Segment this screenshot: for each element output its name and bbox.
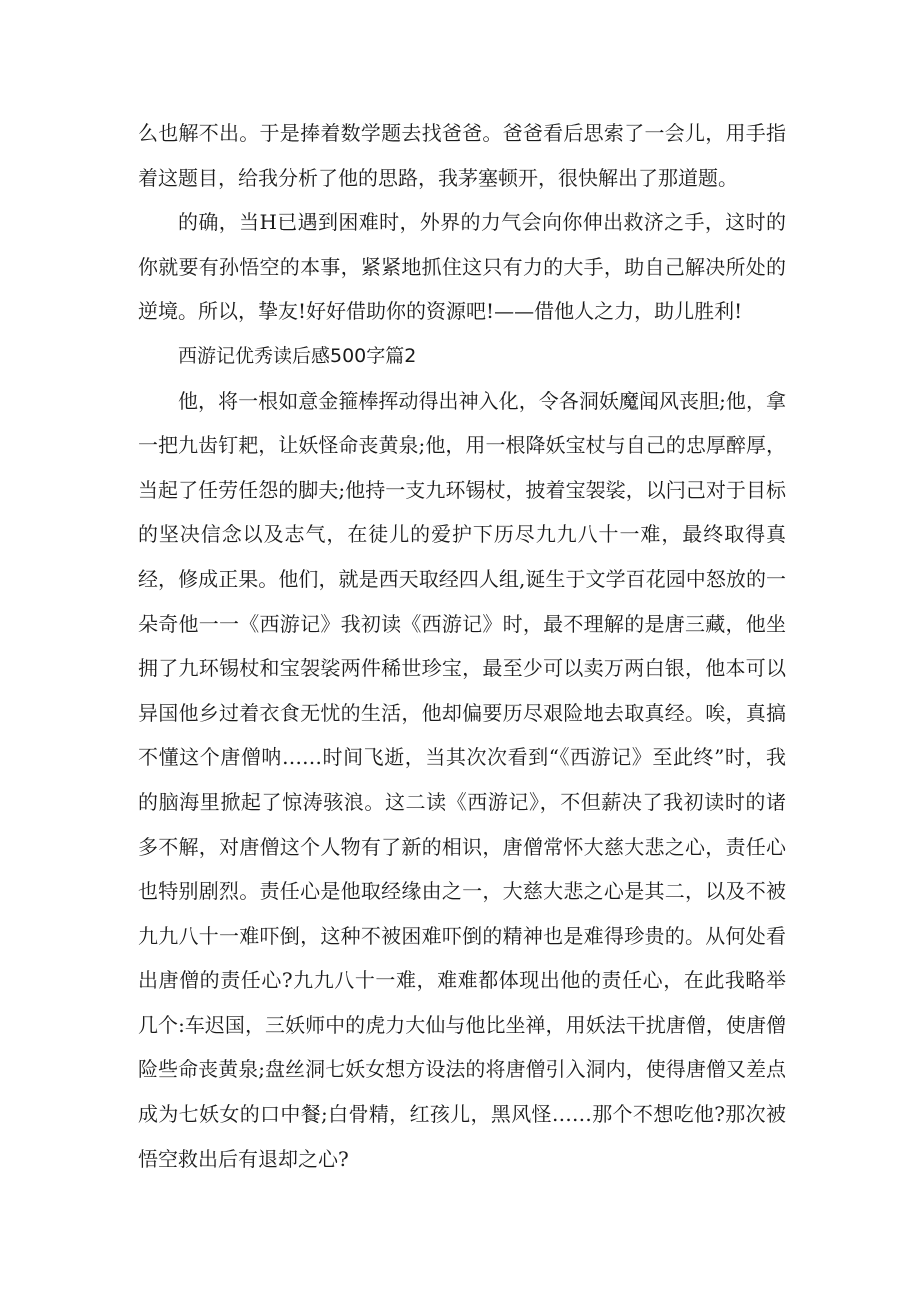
paragraph-essay-body: 他，将一根如意金箍棒挥动得出神入化，令各洞妖魔闻风丧胆;他，拿一把九齿钉耙，让妖怪命丧黄泉;他，用一根降妖宝杖与自己的忠厚醉厚，当起了任劳任怨的脚夫;他持一支九环锡杖，披着宝袈裟，以闩己对于目标的坚决信念以及志气，在徒儿的爱护下历尽九九八十一难，最终取得真经，修成正果。他们，就是西天取经四人组,诞生于文学百花园中怒放的一朵奇他一一《西游记》我初读《西游记》时，最不理解的是唐三藏，他坐拥了九环锡杖和宝袈裟两件稀世珍宝，最至少可以卖万两白银，他本可以异国他乡过着衣食无忧的生活，他却偏要历尽艰险地去取真经。唉，真搞不懂这个唐僧呐……时间飞逝，当其次次看到“《西游记》至此终”时，我的脑海里掀起了惊涛骇浪。这二读《西游记》，不但薪决了我初读时的诸多不解，对唐僧这个人物有了新的相识，唐僧常怀大慈大悲之心，责任心也特别剧烈。责任心是他取经缘由之一，大慈大悲之心是其二，以及不被九九八十一难吓倒，这种不被困难吓倒的精神也是难得珍贵的。从何处看出唐僧的责任心?九九八十一难，难难都体现出他的责任心，在此我略举几个:车迟国，三妖师中的虎力大仙与他比坐禅，用妖法干扰唐僧，使唐僧险些命丧黄泉;盘丝洞七妖女想方设法的将唐僧引入洞内，使得唐僧又差点成为七妖女的口中餐;白骨精，红孩儿，黑风怪……那个不想吃他?那次被悟空救出后有退却之心? <box>138 388 786 1171</box>
section-heading: 西游记优秀读后感500字篇2 <box>178 344 417 367</box>
paragraph-continuation: 么也解不出。于是捧着数学题去找爸爸。爸爸看后思索了一会儿，用手指着这题目，给我分析了他的思路，我茅塞顿开，很快解出了那道题。 <box>138 121 786 190</box>
document-body <box>138 111 786 1181</box>
paragraph-conclusion: 的确，当H已遇到困难时，外界的力气会向你伸出救济之手，这时的你就要有孙悟空的本事，紧紧地抓住这只有力的大手，助自己解决所处的逆境。所以，挚友!好好借助你的资源吧!——借他人之力，助儿胜利! <box>138 210 786 324</box>
